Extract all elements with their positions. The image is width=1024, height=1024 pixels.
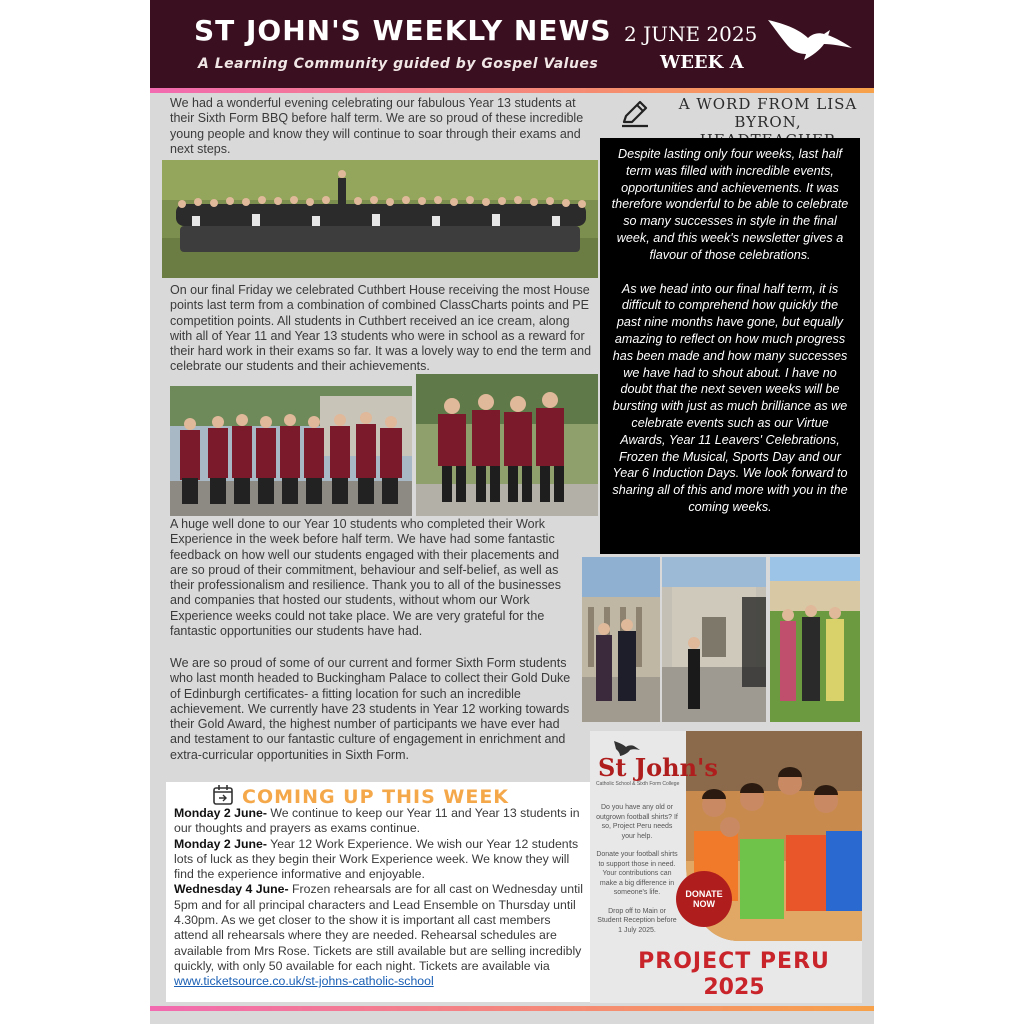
coming-up-list <box>174 806 584 990</box>
peru-school-logo: St John's <box>598 753 718 782</box>
issue-date: 2 JUNE 2025 <box>624 22 758 46</box>
cuthbert-girls-photo <box>170 386 412 516</box>
event-item <box>174 882 583 972</box>
coming-up-section <box>166 782 590 1002</box>
headteacher-paragraph-2: As we head into our final half term, it is difficult to comprehend how quickly the past nine months have gone, but equally amazing to reflect on how much progress has been made and how many successes we have had to shout about. I have no doubt that the next seven weeks will be bursting with just as much brilliance as we celebrate events such as our Virtue Awards, Year 11 Leavers' Celebrations, Frozen the Musical, Sports Day and our Year 6 Induction Days. We look forward to sharing all of this and more with you in the coming weeks. <box>612 281 848 514</box>
event-item <box>174 837 578 882</box>
headteacher-paragraph-1: Despite lasting only four weeks, last half term was filled with incredible events, opportunities and achievements. It was therefore wonderful to be able to celebrate so many successes in style in the final week, and this week's newsletter gives a flavour of those celebrations. <box>611 147 849 262</box>
article-cuthbert: On our final Friday we celebrated Cuthbert House receiving the most House points last term from a combination of combined ClassCharts points and PE competition points. All students in Cuthbert received an ice cream, along with all of Year 11 and Year 13 students who were in school as a reward for their hard work in their exams so far. It was a lovely way to end the term and celebrate our students and their achievements. <box>170 283 592 374</box>
palace-photo-3 <box>770 557 860 722</box>
palace-photo-2 <box>662 557 766 722</box>
coming-up-title: COMING UP THIS WEEK <box>242 786 510 808</box>
newsletter-page <box>150 0 874 1024</box>
ticket-link[interactable]: www.ticketsource.co.uk/st-johns-catholic-school <box>174 974 434 989</box>
peru-para-1: Do you have any old or outgrown football shirts? If so, Project Peru needs your help. <box>596 804 678 840</box>
cuthbert-boys-photo <box>416 374 598 516</box>
event-text: We continue to keep our Year 11 and Year 13 students in our thoughts and prayers as exams continue. <box>174 806 580 836</box>
headteacher-message <box>600 138 860 554</box>
pencil-icon <box>620 98 650 128</box>
article-bbq: We had a wonderful evening celebrating our fabulous Year 13 students at their Sixth Form BBQ before half term. We are so proud of these incredible young people and know they will continue to soar through their exams and next steps. <box>170 96 584 156</box>
event-text: Year 12 Work Experience. We wish our Year 12 students lots of luck as they begin their Work Experience week. We know they will find the experience informative and enjoyable. <box>174 836 579 882</box>
newsletter-tagline: A Learning Community guided by Gospel Values <box>198 56 599 72</box>
article-work-experience: A huge well done to our Year 10 students who completed their Work Experience in the week before half term. We have had some fantastic feedback on how well our students engaged with their placements and are so proud of their commitment, behaviour and self-belief, as well as their professionalism and resilience. Thank you to all of the businesses and companies that hosted our students, without whom our Work Experience weeks could not take place. We are very grateful for the fantastic opportunities our students have had. <box>170 517 561 639</box>
peru-school-subtitle: Catholic School & Sixth Form College <box>596 781 680 787</box>
peru-para-2: Donate your football shirts to support those in need. Your contributions can make a big difference in someone's life. <box>596 851 678 896</box>
event-date: Monday 2 June- <box>174 836 267 851</box>
donate-now-badge: DONATE NOW <box>676 871 732 927</box>
project-peru-year: 2025 <box>703 975 765 1000</box>
footer-accent-bar <box>150 1006 874 1011</box>
newsletter-title: ST JOHN'S WEEKLY NEWS <box>194 14 612 47</box>
palace-photo-1 <box>582 557 660 722</box>
masthead <box>150 0 874 88</box>
project-peru-title: PROJECT PERU <box>638 949 830 974</box>
peru-para-3: Drop off to Main or Student Reception before 1 July 2025. <box>597 907 677 934</box>
calendar-icon <box>212 784 234 806</box>
event-item <box>174 806 580 835</box>
headteacher-heading-line1: A WORD FROM LISA BYRON, <box>678 95 858 131</box>
issue-week: WEEK A <box>660 52 744 73</box>
bbq-group-photo <box>162 160 598 278</box>
header-accent-bar <box>150 88 874 93</box>
eagle-logo-icon <box>766 14 854 66</box>
project-peru-poster <box>590 731 862 1003</box>
event-date: Wednesday 4 June- <box>174 882 289 897</box>
event-text: Frozen rehearsals are for all cast on Wednesday until 5pm and for all principal characters and Lead Ensemble on Thursday until 4.30pm. As we get closer to the show it is important all cast members attend all rehearsals where they are needed. Rehearsal schedules are available from Mrs Rose. Tickets are still available but are selling incredibly quickly, with only 50 available for each night. Tickets are available via <box>174 882 583 973</box>
article-dofe: We are so proud of some of our current and former Sixth Form students who last month headed to Buckingham Palace to collect their Gold Duke of Edinburgh certificates- a fitting location for such an incredible achievement. We currently have 23 students in Year 12 working towards their Gold Award, the highest number of participants we have ever had and testament to our fantastic culture of engagement in enrichment and extra-curricular opportunities in Sixth Form. <box>170 656 571 762</box>
peru-appeal-text <box>596 803 678 944</box>
event-date: Monday 2 June- <box>174 806 267 820</box>
